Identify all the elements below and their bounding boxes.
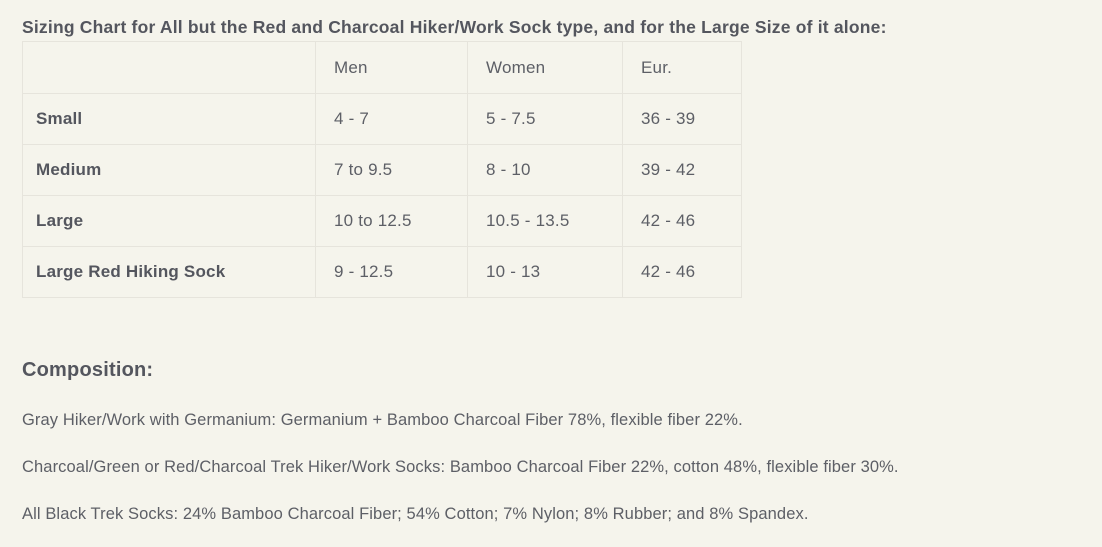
- cell-large-red-women: 10 - 13: [468, 247, 623, 298]
- composition-paragraph-trek-hiker: Charcoal/Green or Red/Charcoal Trek Hiker/Work Socks: Bamboo Charcoal Fiber 22%, cotton 48%, flexible fiber 30%.: [22, 458, 899, 476]
- composition-heading: Composition:: [22, 359, 154, 381]
- row-label-small: Small: [23, 94, 316, 145]
- header-cell-eur: Eur.: [623, 42, 742, 94]
- table-row-large: [23, 196, 742, 247]
- table-row-small: [23, 94, 742, 145]
- composition-paragraph-gray-hiker: Gray Hiker/Work with Germanium: Germanium + Bamboo Charcoal Fiber 78%, flexible fiber 22%.: [22, 411, 743, 429]
- cell-medium-men: 7 to 9.5: [316, 145, 468, 196]
- cell-large-men: 10 to 12.5: [316, 196, 468, 247]
- composition-paragraph-black-trek: All Black Trek Socks: 24% Bamboo Charcoal Fiber; 54% Cotton; 7% Nylon; 8% Rubber; and 8% Spandex.: [22, 505, 809, 523]
- header-cell-blank: [23, 42, 316, 94]
- sizing-chart-title: Sizing Chart for All but the Red and Charcoal Hiker/Work Sock type, and for the Large Size of it alone:: [22, 17, 887, 37]
- table-header-row: [23, 42, 742, 94]
- header-cell-women: Women: [468, 42, 623, 94]
- cell-medium-eur: 39 - 42: [623, 145, 742, 196]
- header-cell-men: Men: [316, 42, 468, 94]
- sizing-table: [22, 41, 742, 298]
- table-row-large-red-hiking-sock: [23, 247, 742, 298]
- cell-large-eur: 42 - 46: [623, 196, 742, 247]
- row-label-large-red-hiking-sock: Large Red Hiking Sock: [23, 247, 316, 298]
- cell-large-red-men: 9 - 12.5: [316, 247, 468, 298]
- table-row-medium: [23, 145, 742, 196]
- cell-small-men: 4 - 7: [316, 94, 468, 145]
- row-label-medium: Medium: [23, 145, 316, 196]
- cell-large-red-eur: 42 - 46: [623, 247, 742, 298]
- cell-small-eur: 36 - 39: [623, 94, 742, 145]
- row-label-large: Large: [23, 196, 316, 247]
- cell-large-women: 10.5 - 13.5: [468, 196, 623, 247]
- cell-medium-women: 8 - 10: [468, 145, 623, 196]
- cell-small-women: 5 - 7.5: [468, 94, 623, 145]
